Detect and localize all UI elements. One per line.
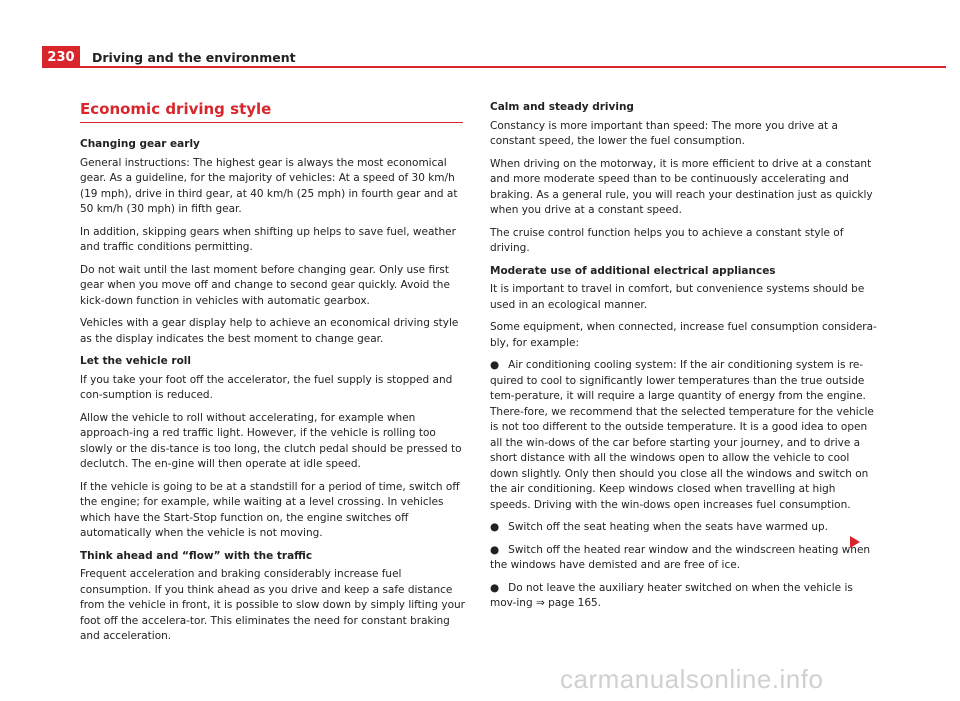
subheading-electrical-appliances: Moderate use of additional electrical appliances — [490, 264, 776, 277]
paragraph: General instructions: The highest gear is always the most economical gear. As a guideline, for the majority of vehicles: At a speed of 30 km/h (19 mph), drive in third gear, at 40 km/h (25 mph) in fourth gear and at 50 km/h (30 mph) in fifth gear. — [80, 156, 458, 215]
paragraph: The cruise control function helps you to achieve a constant style of driving. — [490, 226, 844, 254]
bullet-icon: ● — [490, 359, 500, 371]
subheading-let-roll: Let the vehicle roll — [80, 355, 191, 367]
bullet-icon: ● — [490, 581, 500, 594]
header-divider — [80, 66, 946, 68]
subheading-think-ahead: Think ahead and “flow” with the traffic — [80, 549, 313, 562]
list-item: ● Do not leave the auxiliary heater switched on when the vehicle is mov-ing ⇒ page 165. — [490, 581, 853, 609]
section-divider — [80, 122, 463, 123]
paragraph: Frequent acceleration and braking considerably increase fuel consumption. If you think ahead as you drive and keep a safe distance from the vehicle in front, it is possible to slow down by simply lifting your foot off the accelera-tor. This eliminates the need for constant braking and acceleration. — [80, 568, 465, 642]
bullet-icon: ● — [490, 521, 500, 533]
page-number: 230 — [42, 46, 80, 68]
right-column — [490, 100, 878, 619]
section-title: Economic driving style — [80, 100, 272, 118]
paragraph: If the vehicle is going to be at a standstill for a period of time, switch off the engine; for example, while waiting at a level crossing. In vehicles which have the Start-Stop function on, the engine switches off automatically when the vehicle is not moving. — [80, 480, 460, 539]
paragraph: In addition, skipping gears when shifting up helps to save fuel, weather and traffic conditions permitting. — [80, 225, 456, 253]
paragraph: Constancy is more important than speed: The more you drive at a constant speed, the lower the fuel consumption. — [490, 119, 838, 147]
list-item: ● Switch off the seat heating when the seats have warmed up. — [490, 521, 829, 533]
paragraph: Allow the vehicle to roll without accelerating, for example when approach-ing a red traffic light. However, if the vehicle is rolling too slowly or the dis-tance is too long, the clutch pedal should be pressed to declutch. The en-gine will then operate at idle speed. — [80, 411, 462, 470]
left-column — [80, 100, 468, 652]
paragraph: Some equipment, when connected, increase fuel consumption considera-bly, for example: — [490, 321, 877, 349]
subheading-calm-driving: Calm and steady driving — [490, 101, 634, 113]
paragraph: When driving on the motorway, it is more efficient to drive at a constant and more moderate speed than to be continuously accelerating and braking. As a general rule, you will reach your destination just as quickly when you drive at a constant speed. — [490, 157, 873, 216]
chapter-title: Driving and the environment — [92, 50, 296, 65]
paragraph: Do not wait until the last moment before changing gear. Only use first gear when you move off and change to second gear quickly. Avoid the kick-down function in vehicles with automatic gearbox. — [80, 263, 450, 307]
watermark: carmanualsonline.info — [560, 664, 824, 694]
list-item: ● Switch off the heated rear window and the windscreen heating when the windows have demisted and are free of ice. — [490, 543, 871, 571]
paragraph: Vehicles with a gear display help to achieve an economical driving style as the display indicates the best moment to change gear. — [80, 317, 459, 345]
page-header — [0, 0, 960, 70]
list-item: ● Air conditioning cooling system: If the air conditioning system is re-quired to cool to significantly lower temperatures than the true outside tem-perature, it will require a large quantity of energy from the engine. There-fore, we recommend that the selected temperature for the vehicle is not too different to the outside temperature. It is a good idea to open all the win-dows of the car before starting your journey, and to drive a short distance with all the windows open to allow the vehicle to cool down slightly. Only then should you close all the windows and switch on the air conditioning. Keep windows closed when travelling at high speeds. Driving with the win-dows open increases fuel consumption. — [490, 359, 874, 511]
subheading-changing-gear: Changing gear early — [80, 138, 200, 150]
continue-arrow-icon — [850, 536, 860, 548]
paragraph: If you take your foot off the accelerator, the fuel supply is stopped and con-sumption is reduced. — [80, 373, 453, 401]
bullet-icon: ● — [490, 543, 500, 556]
paragraph: It is important to travel in comfort, but convenience systems should be used in an ecological manner. — [490, 283, 865, 311]
